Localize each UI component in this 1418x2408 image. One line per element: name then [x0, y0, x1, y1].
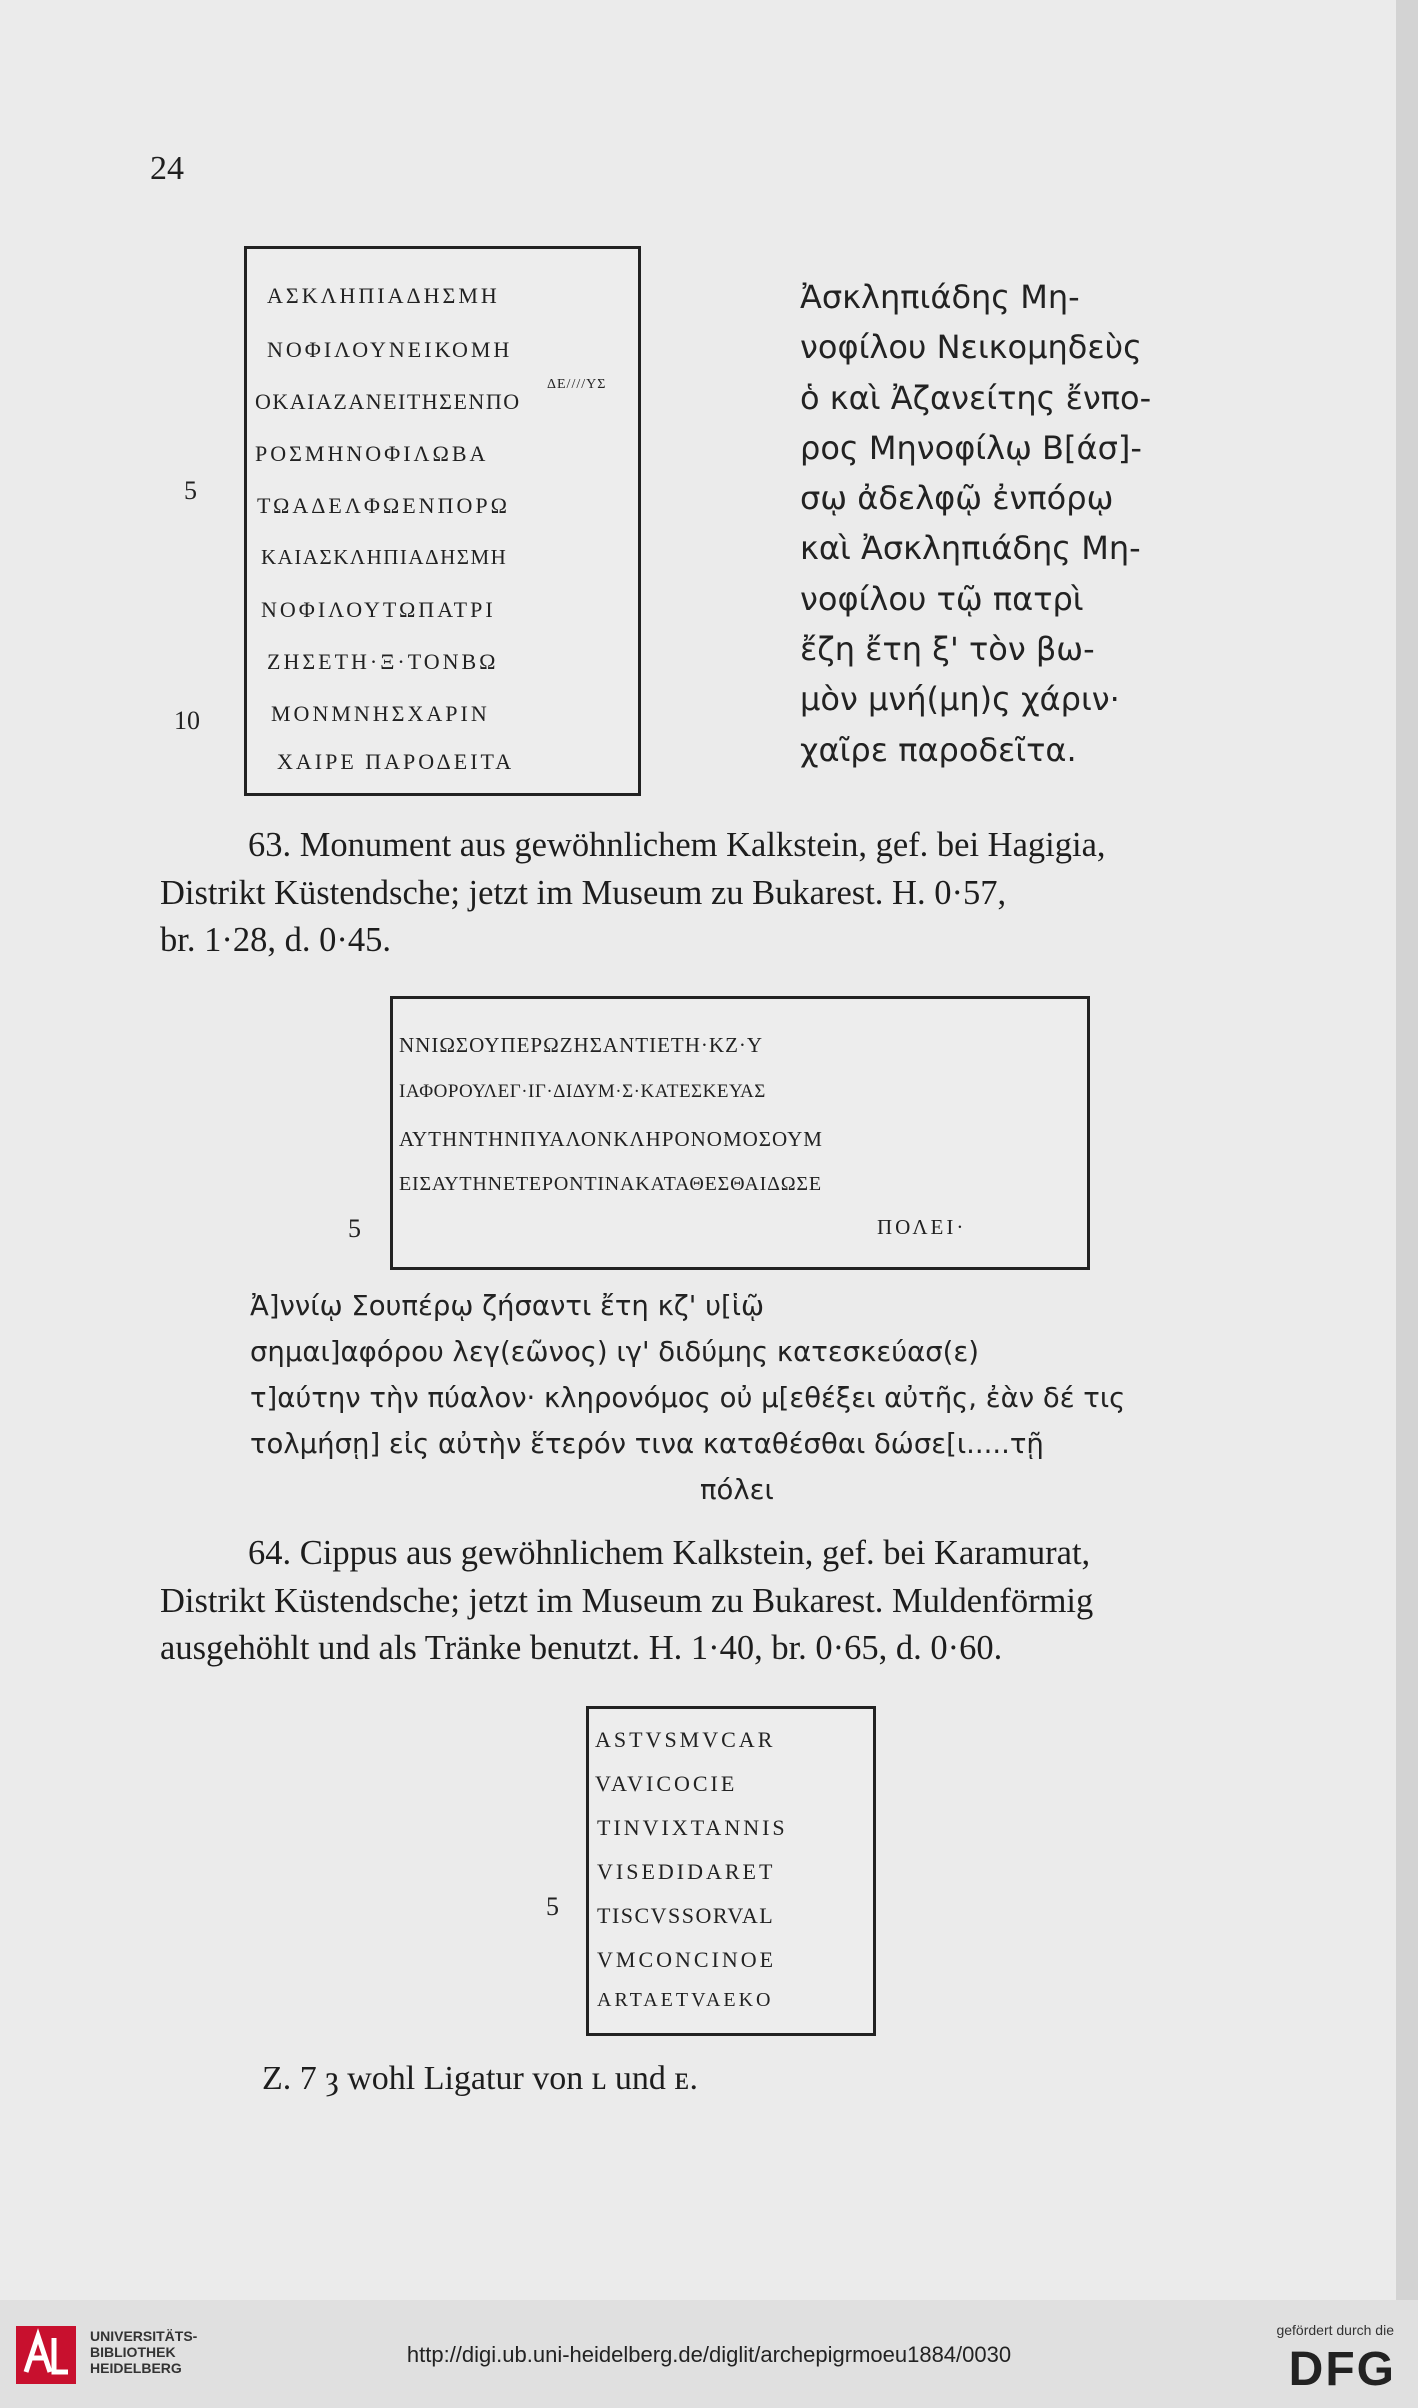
dfg-logo: DFG [1288, 2343, 1396, 2396]
entry-63-description [160, 822, 1106, 965]
page-edge-shadow [1396, 0, 1418, 2300]
paragraph-line: 64. Cippus aus gewöhnlichem Kalkstein, gef. bei Karamurat, [248, 1534, 1091, 1572]
ligature-note: Z. 7 ȝ wohl Ligatur von ʟ und ᴇ. [262, 2060, 698, 2097]
inscription-line: ARTAETVAEKO [597, 1989, 774, 2011]
transcription-line: χαῖρε παροδεῖτα. [800, 730, 1077, 769]
entry-64-description [160, 1530, 1093, 1673]
inscription-63-box [390, 996, 1090, 1270]
line-number: 5 [184, 476, 197, 505]
inscription-62-transcription [800, 272, 1151, 775]
transcription-line: μὸν μνή(μη)ς χάριν· [800, 680, 1120, 719]
inscription-line: ΙΑΦΟΡΟΥΛΕΓ·ΙΓ·ΔΙΔΥΜ·Σ·ΚΑΤΕΣΚΕΥΑΣ [399, 1081, 766, 1102]
transcription-line: ἔζη ἔτη ξ' τὸν βω- [800, 630, 1095, 669]
transcription-line: Ἀσκληπιάδης Μη- [800, 278, 1080, 316]
inscription-line: VISEDIDARET [597, 1859, 776, 1884]
reading-line: Ἀ]ννίῳ Σουπέρῳ ζήσαντι ἔτη κζ' υ[ἱῷ [250, 1290, 765, 1322]
logo-text-line: HEIDELBERG [90, 2360, 182, 2376]
inscription-line: ΑΣΚΛΗΠΙΑΔΗΣΜΗ [267, 283, 500, 308]
document-url-link[interactable]: http://digi.ub.uni-heidelberg.de/diglit/archepigrmoeu1884/0030 [406, 2342, 1012, 2367]
paragraph-line: Distrikt Küstendsche; jetzt im Museum zu Bukarest. H. 0·57, [160, 873, 1007, 912]
inscription-line: ΝΝΙΩΣΟΥΠΕΡΩΖΗΣΑΝΤΙΕΤΗ·ΚΖ·Υ [399, 1033, 764, 1057]
inscription-line: VMCONCINOE [597, 1947, 777, 1972]
reading-line: σημαι]αφόρου λεγ(εῶνος) ιγ' διδύμης κατεσκεύασ(ε) [250, 1336, 979, 1368]
inscription-line: ΡΟΣΜΗΝΟΦΙΛΩΒΑ [255, 441, 489, 466]
inscription-line: ΠΟΛΕΙ· [877, 1215, 967, 1239]
inscription-line: ΟΚΑΙΑΖΑΝΕΙΤΗΣΕΝΠΟ [255, 389, 521, 414]
transcription-line: σῳ ἀδελφῷ ἐνπόρῳ [800, 479, 1114, 518]
inscription-62-box [244, 246, 641, 796]
transcription-line: νοφίλου Νεικομηδεὺς [800, 328, 1142, 367]
inscription-superscript: ΔΕ////ΥΣ [547, 377, 607, 392]
inscription-line: ΧΑΙΡΕ ΠΑΡΟΔΕΙΤΑ [277, 749, 515, 774]
logo-text-line: BIBLIOTHEK [90, 2344, 176, 2360]
inscription-line: TINVIXTANNIS [597, 1815, 788, 1840]
paragraph-line: 63. Monument aus gewöhnlichem Kalkstein, gef. bei Hagigia, [248, 826, 1106, 864]
inscription-line: ΕΙΣΑΥΤΗΝΕΤΕΡΟΝΤΙΝΑΚΑΤΑΘΕΣΘΑΙΔΩΣΕ [399, 1173, 822, 1195]
line-number: 5 [546, 1892, 559, 1921]
inscription-line: ΚΑΙΑΣΚΛΗΠΙΑΔΗΣΜΗ [261, 545, 508, 569]
page-number: 24 [150, 150, 184, 187]
inscription-line: ΝΟΦΙΛΟΥΝΕΙΚΟΜΗ [267, 337, 513, 362]
inscription-line: VAVICOCIE [595, 1771, 738, 1796]
transcription-line: νοφίλου τῷ πατρὶ [800, 579, 1084, 618]
paragraph-line: Distrikt Küstendsche; jetzt im Museum zu Bukarest. Muldenförmig [160, 1581, 1094, 1620]
transcription-line: ρος Μηνοφίλῳ Β[άσ]- [800, 428, 1142, 467]
transcription-line: ὁ καὶ Ἀζανείτης ἔνπο- [800, 378, 1152, 417]
reading-line: τολμήσῃ] εἰς αὐτὴν ἕτερόν τινα καταθέσθαι δώσε[ι.....τῇ [250, 1428, 1044, 1460]
viewer-footer [0, 2300, 1418, 2408]
inscription-line: ΖΗΣΕΤΗ·Ξ·ΤΟΝΒΩ [267, 649, 499, 674]
paragraph-line: ausgehöhlt und als Tränke benutzt. H. 1·40, br. 0·65, d. 0·60. [160, 1629, 1003, 1667]
paragraph-line: br. 1·28, d. 0·45. [160, 921, 391, 959]
reading-line: τ]αύτην τὴν πύαλον· κληρονόμος οὐ μ[εθέξει αὐτῆς, ἐὰν δέ τις [250, 1382, 1126, 1414]
funding-label: gefördert durch die [1276, 2322, 1394, 2338]
inscription-line: ΝΟΦΙΛΟΥΤΩΠΑΤΡΙ [261, 597, 496, 622]
inscription-line: ASTVSMVCAR [595, 1727, 776, 1752]
inscription-line: ΜΟΝΜΝΗΣΧΑΡΙΝ [271, 701, 490, 726]
inscription-63-reading [250, 1283, 1125, 1513]
line-number: 10 [174, 706, 200, 735]
inscription-line: ΤΩΑΔΕΛΦΩΕΝΠΟΡΩ [257, 493, 510, 518]
reading-line: πόλει [700, 1474, 774, 1506]
transcription-line: καὶ Ἀσκληπιάδης Μη- [800, 529, 1141, 568]
logo-text-line: UNIVERSITÄTS- [90, 2328, 198, 2344]
inscription-line: ΑΥΤΗΝΤΗΝΠΥΑΛΟΝΚΛΗΡΟΝΟΜΟΣΟΥΜ [399, 1127, 823, 1151]
inscription-line: TISCVSSORVAL [597, 1903, 775, 1928]
inscription-64-box [586, 1706, 876, 2036]
line-number: 5 [348, 1214, 361, 1243]
